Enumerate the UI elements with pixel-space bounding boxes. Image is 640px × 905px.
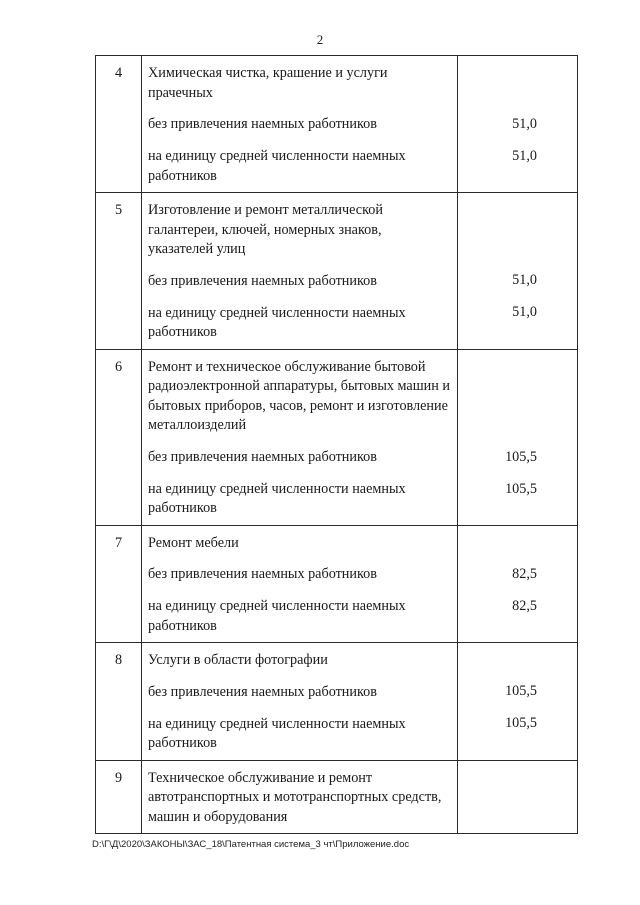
sub-item-label: без привлечения наемных работников (148, 272, 377, 289)
sub-item-label: без привлечения наемных работников (148, 116, 377, 132)
value-cell (458, 760, 578, 834)
sub-item-label: без привлечения наемных работников (148, 683, 377, 700)
sub-item-label: на единицу средней численности наемных работников (148, 715, 406, 751)
row-number: 5 (96, 193, 142, 350)
sub-item-label: на единицу средней численности наемных работников (148, 304, 406, 340)
service-title: Услуги в области фотографии (148, 652, 328, 668)
service-title: Изготовление и ремонт металлической галантереи, ключей, номерных знаков, указателей улиц (148, 202, 383, 257)
tax-value: 105,5 (505, 448, 537, 465)
row-number: 6 (96, 349, 142, 525)
value-cell (458, 349, 578, 525)
tax-value: 105,5 (505, 480, 537, 497)
tax-value: 105,5 (505, 683, 537, 699)
table-row (96, 760, 578, 834)
row-number: 8 (96, 643, 142, 761)
service-description-cell (142, 193, 458, 350)
file-path-footer: D:\Г\Д\2020\ЗАКОНЫ\ЗАС_18\Патентная система_3 чт\Приложение.doc (92, 839, 410, 850)
page-number: 2 (316, 32, 324, 47)
tax-value: 51,0 (512, 116, 537, 132)
value-cell (458, 56, 578, 193)
tax-value: 82,5 (512, 597, 537, 614)
service-title: Ремонт и техническое обслуживание бытовой радиоэлектронной аппаратуры, бытовых машин и бытовых приборов, часов, ремонт и изготовление металлоизделий (148, 358, 450, 433)
service-title: Ремонт мебели (148, 534, 239, 551)
table-row (96, 349, 578, 525)
tax-value: 105,5 (505, 715, 537, 731)
sub-item-label: на единицу средней численности наемных работников (148, 598, 406, 634)
service-description-cell (142, 56, 458, 193)
value-cell (458, 193, 578, 350)
sub-item-label: на единицу средней численности наемных работников (148, 480, 406, 516)
table-row (96, 525, 578, 643)
service-description-cell (142, 643, 458, 761)
table-row (96, 643, 578, 761)
tax-value: 51,0 (512, 304, 537, 320)
service-description-cell (142, 525, 458, 643)
tax-value: 51,0 (512, 272, 537, 288)
table-row (96, 193, 578, 350)
row-number: 4 (96, 56, 142, 193)
tariff-table (95, 55, 578, 834)
sub-item-label: на единицу средней численности наемных работников (148, 148, 406, 184)
service-description-cell (142, 349, 458, 525)
row-number: 7 (96, 525, 142, 643)
table-row (96, 56, 578, 193)
sub-item-label: без привлечения наемных работников (148, 448, 377, 465)
row-number: 9 (96, 760, 142, 834)
sub-item-label: без привлечения наемных работников (148, 566, 377, 582)
tax-value: 51,0 (512, 148, 537, 164)
service-title: Техническое обслуживание и ремонт автотранспортных и мототранспортных средств, машин и оборудования (148, 769, 442, 825)
tax-value: 82,5 (512, 565, 537, 582)
service-description-cell (142, 760, 458, 834)
service-title: Химическая чистка, крашение и услуги прачечных (148, 65, 388, 101)
value-cell (458, 643, 578, 761)
value-cell (458, 525, 578, 643)
